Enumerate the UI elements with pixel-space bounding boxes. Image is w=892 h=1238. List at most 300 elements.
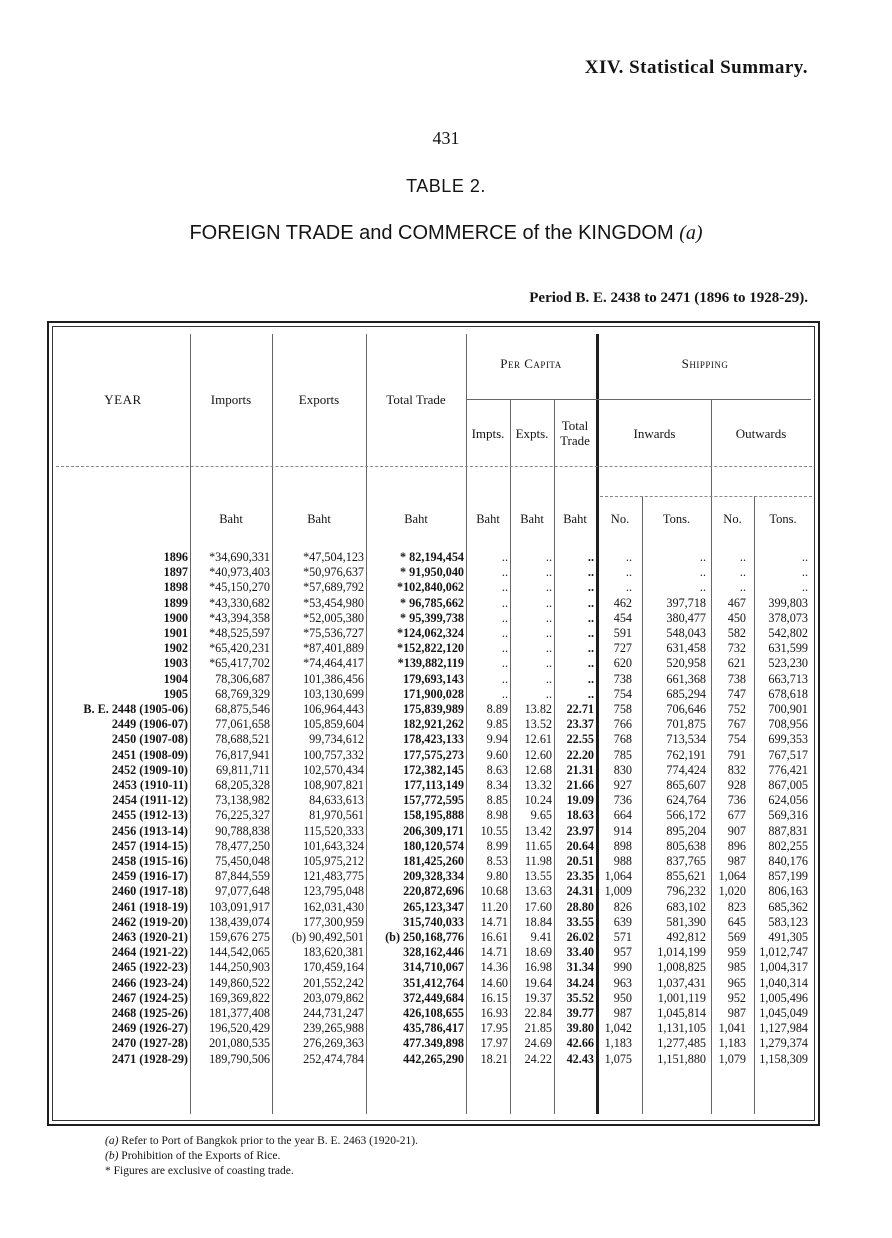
cell-in-tons: 1,037,431	[657, 975, 706, 990]
cell-total: 426,108,655	[403, 1006, 464, 1020]
cell-impts: 18.21	[480, 1051, 508, 1066]
cell-imports: 144,542,065	[209, 945, 270, 960]
cell-total: 181,425,260	[403, 854, 464, 868]
cell-in-no: 758	[613, 702, 632, 716]
header-impts: Impts.	[471, 426, 505, 441]
unit-exports: Baht	[307, 512, 331, 526]
cell-year: 2453 (1910-11)	[112, 778, 188, 792]
cell-tot-pc: 21.31	[566, 762, 594, 777]
cell-in-no: 830	[613, 762, 632, 777]
cell-total: 177,575,273	[403, 747, 464, 762]
cell-year: 2455 (1912-13)	[111, 808, 188, 823]
cell-out-tons: 583,123	[768, 914, 808, 929]
cell-exports: 81,970,561	[309, 808, 364, 823]
cell-exports: 123,795,048	[303, 884, 364, 899]
cell-imports: 149,860,522	[209, 975, 270, 990]
cell-exports: 162,031,430	[303, 899, 364, 914]
cell-in-no: 990	[613, 960, 632, 975]
cell-tot-pc: 33.55	[566, 914, 594, 929]
cell-imports: *43,330,682	[209, 595, 270, 610]
cell-in-no: 571	[613, 930, 632, 944]
cell-year: 2452 (1909-10)	[111, 762, 188, 777]
cell-imports: *65,417,702	[209, 656, 270, 671]
cell-year: 2460 (1917-18)	[111, 884, 188, 899]
cell-in-no: ..	[625, 550, 632, 564]
cell-impts: 16.15	[480, 990, 508, 1005]
cell-year: 2468 (1925-26)	[111, 1006, 188, 1020]
cell-in-tons: 683,102	[666, 899, 706, 914]
header-rule	[56, 466, 812, 467]
cell-tot-pc: 23.97	[566, 823, 594, 838]
header-total-pc	[554, 418, 596, 448]
cell-out-no: 985	[727, 960, 746, 975]
cell-total: 172,382,145	[403, 762, 464, 777]
cell-expts: 17.60	[524, 899, 552, 914]
cell-in-no: ..	[625, 580, 632, 595]
cell-total: *102,840,062	[396, 580, 464, 595]
cell-year: 1902	[163, 641, 188, 656]
cell-year: 2470 (1927-28)	[111, 1036, 188, 1051]
cell-exports: 108,907,821	[303, 778, 364, 792]
cell-impts: ..	[501, 641, 508, 656]
cell-tot-pc: 21.66	[566, 778, 594, 792]
cell-exports: 203,079,862	[303, 990, 364, 1005]
footnote-b	[105, 1149, 418, 1164]
cell-out-tons: 802,255	[768, 838, 808, 853]
cell-imports: 144,250,903	[209, 960, 270, 975]
cell-expts: 16.98	[524, 960, 552, 975]
cell-impts: 9.60	[486, 747, 508, 762]
cell-impts: 8.53	[486, 854, 508, 868]
cell-out-no: ..	[739, 580, 746, 595]
cell-out-no: 732	[727, 641, 746, 656]
cell-expts: 18.69	[524, 945, 552, 960]
cell-imports: 189,790,506	[209, 1051, 270, 1066]
cell-out-no: 952	[727, 990, 746, 1005]
cell-year: 1901	[163, 626, 188, 640]
cell-out-tons: 700,901	[768, 702, 808, 716]
cell-expts: 9.41	[530, 930, 552, 944]
cell-tot-pc: 28.80	[566, 899, 594, 914]
cell-total: 175,839,989	[403, 702, 464, 716]
cell-in-tons: 1,045,814	[657, 1006, 706, 1020]
cell-exports: 106,964,443	[303, 702, 364, 716]
cell-in-tons: 1,277,485	[657, 1036, 706, 1051]
cell-total: *152,822,120	[396, 641, 464, 656]
cell-total: (b) 250,168,776	[385, 930, 464, 944]
cell-in-tons: 397,718	[666, 595, 706, 610]
cell-expts: 19.64	[524, 975, 552, 990]
cell-impts: 8.89	[486, 702, 508, 716]
cell-tot-pc: 42.66	[566, 1036, 594, 1051]
cell-out-tons: 867,005	[768, 778, 808, 792]
cell-in-tons: 520,958	[666, 656, 706, 671]
cell-expts: 13.55	[524, 869, 552, 884]
cell-out-tons: ..	[801, 550, 808, 564]
cell-exports: 244,731,247	[303, 1006, 364, 1020]
cell-total: 180,120,574	[403, 838, 464, 853]
cell-exports: (b) 90,492,501	[291, 930, 364, 944]
cell-in-no: 785	[613, 747, 632, 762]
cell-impts: ..	[501, 626, 508, 640]
unit-out-tons: Tons.	[769, 512, 797, 526]
cell-total: 442,265,290	[403, 1051, 464, 1066]
cell-out-no: 1,064	[718, 869, 746, 884]
cell-tot-pc: 33.40	[566, 945, 594, 960]
cell-tot-pc: 39.80	[566, 1021, 594, 1036]
col-sep-exports	[366, 334, 367, 1114]
cell-out-no: 747	[727, 686, 746, 701]
unit-impts: Baht	[476, 512, 500, 526]
cell-out-no: 907	[727, 823, 746, 838]
cell-in-tons: 548,043	[666, 626, 706, 640]
cell-expts: 9.65	[530, 808, 552, 823]
cell-imports: 77,061,658	[215, 717, 270, 732]
cell-total: *139,882,119	[397, 656, 464, 671]
cell-out-tons: ..	[801, 565, 808, 580]
cell-expts: ..	[545, 610, 552, 625]
cell-tot-pc: ..	[587, 595, 594, 610]
cell-tot-pc: ..	[587, 565, 594, 580]
cell-impts: 14.71	[480, 914, 508, 929]
cell-impts: 16.61	[480, 930, 508, 944]
cell-impts: 8.85	[486, 793, 508, 808]
cell-out-no: 677	[727, 808, 746, 823]
cell-year: 2462 (1919-20)	[111, 914, 188, 929]
cell-total: 178,423,133	[403, 732, 464, 747]
cell-imports: 169,369,822	[209, 990, 270, 1005]
cell-out-no: 987	[727, 854, 746, 868]
cell-total: 220,872,696	[403, 884, 464, 899]
cell-out-tons: 1,005,496	[759, 990, 808, 1005]
cell-out-no: 621	[727, 656, 746, 671]
footnote-star: * Figures are exclusive of coasting trade.	[105, 1165, 294, 1177]
cell-year: 1905	[163, 686, 188, 701]
cell-imports: 76,817,941	[215, 747, 270, 762]
subheader-rule	[466, 399, 811, 400]
cell-exports: *52,005,380	[303, 610, 364, 625]
cell-impts: ..	[501, 686, 508, 701]
cell-out-no: ..	[739, 550, 746, 564]
cell-tot-pc: 34.24	[566, 975, 594, 990]
cell-impts: 8.99	[486, 838, 508, 853]
cell-tot-pc: ..	[587, 580, 594, 595]
header-exports: Exports	[298, 392, 340, 407]
cell-impts: 8.63	[486, 762, 508, 777]
section-header: XIV. Statistical Summary.	[584, 57, 808, 78]
cell-impts: 9.80	[486, 869, 508, 884]
unit-in-tons: Tons.	[662, 512, 691, 526]
col-sep-total	[466, 334, 467, 1114]
cell-out-no: 582	[727, 626, 746, 640]
cell-out-no: 832	[727, 762, 746, 777]
cell-in-no: 639	[613, 914, 632, 929]
cell-year: 2465 (1922-23)	[111, 960, 188, 975]
cell-total: 171,900,028	[403, 686, 464, 701]
cell-imports: 75,450,048	[215, 854, 270, 868]
cell-in-tons: 837,765	[666, 854, 706, 868]
cell-total: 209,328,334	[403, 869, 464, 884]
cell-imports: 103,091,917	[209, 899, 270, 914]
cell-total: 351,412,764	[403, 975, 464, 990]
cell-in-tons: ..	[699, 565, 706, 580]
cell-in-no: 1,009	[604, 884, 632, 899]
cell-year: 2471 (1928-29)	[111, 1051, 188, 1066]
cell-exports: 276,269,363	[303, 1036, 364, 1051]
cell-imports: 97,077,648	[215, 884, 270, 899]
cell-tot-pc: ..	[587, 626, 594, 640]
cell-in-tons: 1,008,825	[657, 960, 706, 975]
cell-out-tons: 678,618	[768, 686, 808, 701]
cell-expts: 11.98	[525, 854, 552, 868]
cell-imports: 196,520,429	[209, 1021, 270, 1036]
header-expts: Expts.	[515, 426, 549, 441]
cell-impts: ..	[501, 671, 508, 686]
cell-impts: ..	[501, 595, 508, 610]
footnote-a	[105, 1134, 418, 1149]
header-shipping: Shipping	[681, 356, 729, 371]
cell-year: 1898	[163, 580, 188, 595]
cell-in-tons: 796,232	[666, 884, 706, 899]
cell-in-no: 1,042	[604, 1021, 632, 1036]
cell-in-no: 766	[613, 717, 632, 732]
cell-impts: 14.60	[480, 975, 508, 990]
cell-expts: ..	[545, 565, 552, 580]
cell-imports: *45,150,270	[209, 580, 270, 595]
cell-expts: 18.84	[524, 914, 552, 929]
cell-exports: *87,401,889	[303, 641, 364, 656]
cell-in-tons: 624,764	[666, 793, 706, 808]
cell-imports: 138,439,074	[209, 914, 270, 929]
cell-tot-pc: 26.02	[566, 930, 594, 944]
cell-impts: 8.34	[486, 778, 508, 792]
cell-out-no: 467	[727, 595, 746, 610]
cell-exports: *57,689,792	[303, 580, 364, 595]
col-sep-year	[190, 334, 191, 1114]
cell-tot-pc: 31.34	[566, 960, 594, 975]
cell-expts: ..	[545, 550, 552, 564]
cell-year: 2449 (1906-07)	[111, 717, 188, 732]
cell-imports: 69,811,711	[216, 762, 270, 777]
cell-in-tons: 713,534	[666, 732, 706, 747]
cell-expts: ..	[545, 626, 552, 640]
cell-out-no: 754	[727, 732, 746, 747]
cell-out-no: 928	[727, 778, 746, 792]
unit-out-no: No.	[723, 512, 742, 526]
cell-tot-pc: 22.55	[566, 732, 594, 747]
cell-exports: 201,552,242	[303, 975, 364, 990]
header-inwards: Inwards	[633, 426, 676, 441]
cell-out-no: 736	[727, 793, 746, 808]
footnote-b-mark: (b)	[105, 1150, 119, 1162]
cell-out-tons: ..	[801, 580, 808, 595]
cell-year: 2459 (1916-17)	[111, 869, 188, 884]
cell-in-no: 988	[613, 854, 632, 868]
cell-expts: 13.32	[524, 778, 552, 792]
shipping-subrule	[600, 496, 812, 497]
table-title: TABLE 2.	[406, 176, 486, 196]
cell-impts: ..	[501, 580, 508, 595]
cell-tot-pc: ..	[587, 671, 594, 686]
cell-tot-pc: 20.64	[566, 838, 594, 853]
cell-imports: 87,844,559	[215, 869, 270, 884]
table-subtitle-text: FOREIGN TRADE and COMMERCE of the KINGDOM	[189, 222, 674, 244]
cell-out-tons: 857,199	[768, 869, 808, 884]
cell-in-no: 1,075	[604, 1051, 632, 1066]
cell-in-no: 1,064	[604, 869, 632, 884]
cell-out-no: 1,020	[718, 884, 746, 899]
cell-in-tons: 1,131,105	[657, 1021, 706, 1036]
footnote-b-text: Prohibition of the Exports of Rice.	[121, 1150, 281, 1162]
cell-exports: 115,520,333	[303, 823, 364, 838]
cell-year: 1900	[163, 610, 188, 625]
cell-imports: 78,306,687	[215, 671, 270, 686]
footnote-a-mark: (a)	[105, 1135, 119, 1147]
cell-impts: ..	[501, 550, 508, 564]
cell-out-no: 1,041	[718, 1021, 746, 1036]
cell-expts: 13.82	[524, 702, 552, 716]
cell-imports: 73,138,982	[215, 793, 270, 808]
cell-expts: 19.37	[524, 990, 552, 1005]
cell-imports: 201,080,535	[209, 1036, 270, 1051]
cell-total: 477.349,898	[403, 1036, 464, 1051]
cell-impts: 10.55	[480, 823, 508, 838]
cell-exports: *75,536,727	[303, 626, 364, 640]
period-label: Period B. E. 2438 to 2471 (1896 to 1928-29).	[529, 290, 808, 306]
unit-imports: Baht	[219, 512, 243, 526]
header-outwards: Outwards	[735, 426, 787, 441]
cell-in-no: 462	[613, 595, 632, 610]
cell-exports: 121,483,775	[303, 869, 364, 884]
cell-tot-pc: ..	[587, 686, 594, 701]
cell-in-tons: 805,638	[666, 838, 706, 853]
cell-total: *124,062,324	[396, 626, 464, 640]
col-sep-shipping	[596, 334, 599, 1114]
cell-exports: 239,265,988	[303, 1021, 364, 1036]
cell-out-no: 738	[727, 671, 746, 686]
col-sep-out-no	[754, 496, 755, 1114]
cell-in-no: 620	[613, 656, 632, 671]
cell-in-tons: 706,646	[666, 702, 706, 716]
cell-impts: 17.97	[480, 1036, 508, 1051]
cell-imports: 68,205,328	[215, 778, 270, 792]
unit-in-no: No.	[610, 512, 630, 526]
cell-imports: 78,477,250	[215, 838, 270, 853]
cell-tot-pc: 23.35	[566, 869, 594, 884]
cell-impts: 16.93	[480, 1006, 508, 1020]
cell-imports: *48,525,597	[209, 626, 270, 640]
cell-out-tons: 1,040,314	[759, 975, 808, 990]
cell-in-tons: 855,621	[666, 869, 706, 884]
cell-tot-pc: 24.31	[566, 884, 594, 899]
cell-exports: 101,386,456	[303, 671, 364, 686]
cell-impts: ..	[501, 610, 508, 625]
cell-expts: 13.52	[524, 717, 552, 732]
cell-year: 1896	[163, 550, 188, 564]
cell-tot-pc: ..	[587, 641, 594, 656]
cell-impts: ..	[501, 656, 508, 671]
header-imports: Imports	[210, 392, 252, 407]
cell-out-tons: 624,056	[768, 793, 808, 808]
cell-total: * 95,399,738	[400, 610, 464, 625]
col-sep-impts	[510, 400, 511, 1114]
cell-in-no: 957	[613, 945, 632, 960]
cell-imports: 76,225,327	[215, 808, 270, 823]
cell-expts: ..	[545, 595, 552, 610]
cell-in-no: 987	[613, 1006, 632, 1020]
cell-exports: 102,570,434	[303, 762, 364, 777]
cell-year: 1904	[163, 671, 188, 686]
cell-out-tons: 1,004,317	[759, 960, 808, 975]
cell-out-tons: 708,956	[768, 717, 808, 732]
cell-exports: *53,454,980	[303, 595, 364, 610]
cell-total: * 96,785,662	[400, 595, 464, 610]
cell-imports: *40,973,403	[209, 565, 270, 580]
cell-exports: 105,859,604	[303, 717, 364, 732]
cell-expts: 21.85	[524, 1021, 552, 1036]
table-subtitle-note: (a)	[679, 222, 703, 244]
cell-out-tons: 663,713	[768, 671, 808, 686]
cell-year: 2454 (1911-12)	[112, 793, 188, 808]
cell-tot-pc: 18.63	[566, 808, 594, 823]
cell-in-no: 664	[613, 808, 632, 823]
cell-impts: 11.20	[481, 899, 508, 914]
cell-total: 177,113,149	[403, 778, 464, 792]
cell-expts: 22.84	[524, 1006, 552, 1020]
cell-in-no: 727	[613, 641, 632, 656]
unit-expts: Baht	[520, 512, 544, 526]
cell-in-no: ..	[625, 565, 632, 580]
cell-year: 1897	[163, 565, 188, 580]
cell-imports: 90,788,838	[215, 823, 270, 838]
cell-in-no: 898	[613, 838, 632, 853]
cell-total: 206,309,171	[403, 823, 464, 838]
col-sep-expts	[554, 400, 555, 1114]
cell-total: * 91,950,040	[400, 565, 464, 580]
cell-year: 2466 (1923-24)	[111, 975, 188, 990]
cell-in-no: 950	[613, 990, 632, 1005]
cell-expts: 24.22	[524, 1051, 552, 1066]
cell-out-tons: 776,421	[768, 762, 808, 777]
cell-out-tons: 840,176	[768, 854, 808, 868]
cell-impts: 17.95	[480, 1021, 508, 1036]
cell-out-tons: 699,353	[768, 732, 808, 747]
cell-year: 2461 (1918-19)	[111, 899, 188, 914]
cell-expts: ..	[545, 656, 552, 671]
cell-in-tons: 661,368	[666, 671, 706, 686]
cell-impts: 9.85	[486, 717, 508, 732]
cell-tot-pc: 22.71	[566, 702, 594, 716]
cell-total: 182,921,262	[403, 717, 464, 732]
cell-out-no: 569	[727, 930, 746, 944]
cell-expts: ..	[545, 580, 552, 595]
cell-exports: 183,620,381	[303, 945, 364, 960]
cell-imports: *65,420,231	[209, 641, 270, 656]
cell-tot-pc: ..	[587, 550, 594, 564]
cell-out-tons: 631,599	[768, 641, 808, 656]
cell-in-no: 963	[613, 975, 632, 990]
header-total-pc-line2: Trade	[560, 433, 590, 448]
cell-out-tons: 806,163	[768, 884, 808, 899]
cell-out-no: 752	[727, 702, 746, 716]
cell-out-no: 767	[727, 717, 746, 732]
unit-total: Baht	[404, 512, 428, 526]
cell-year: 2458 (1915-16)	[111, 854, 188, 868]
cell-in-no: 738	[613, 671, 632, 686]
cell-year: 2467 (1924-25)	[111, 990, 188, 1005]
cell-total: 328,162,446	[403, 945, 464, 960]
cell-out-no: 645	[727, 914, 746, 929]
